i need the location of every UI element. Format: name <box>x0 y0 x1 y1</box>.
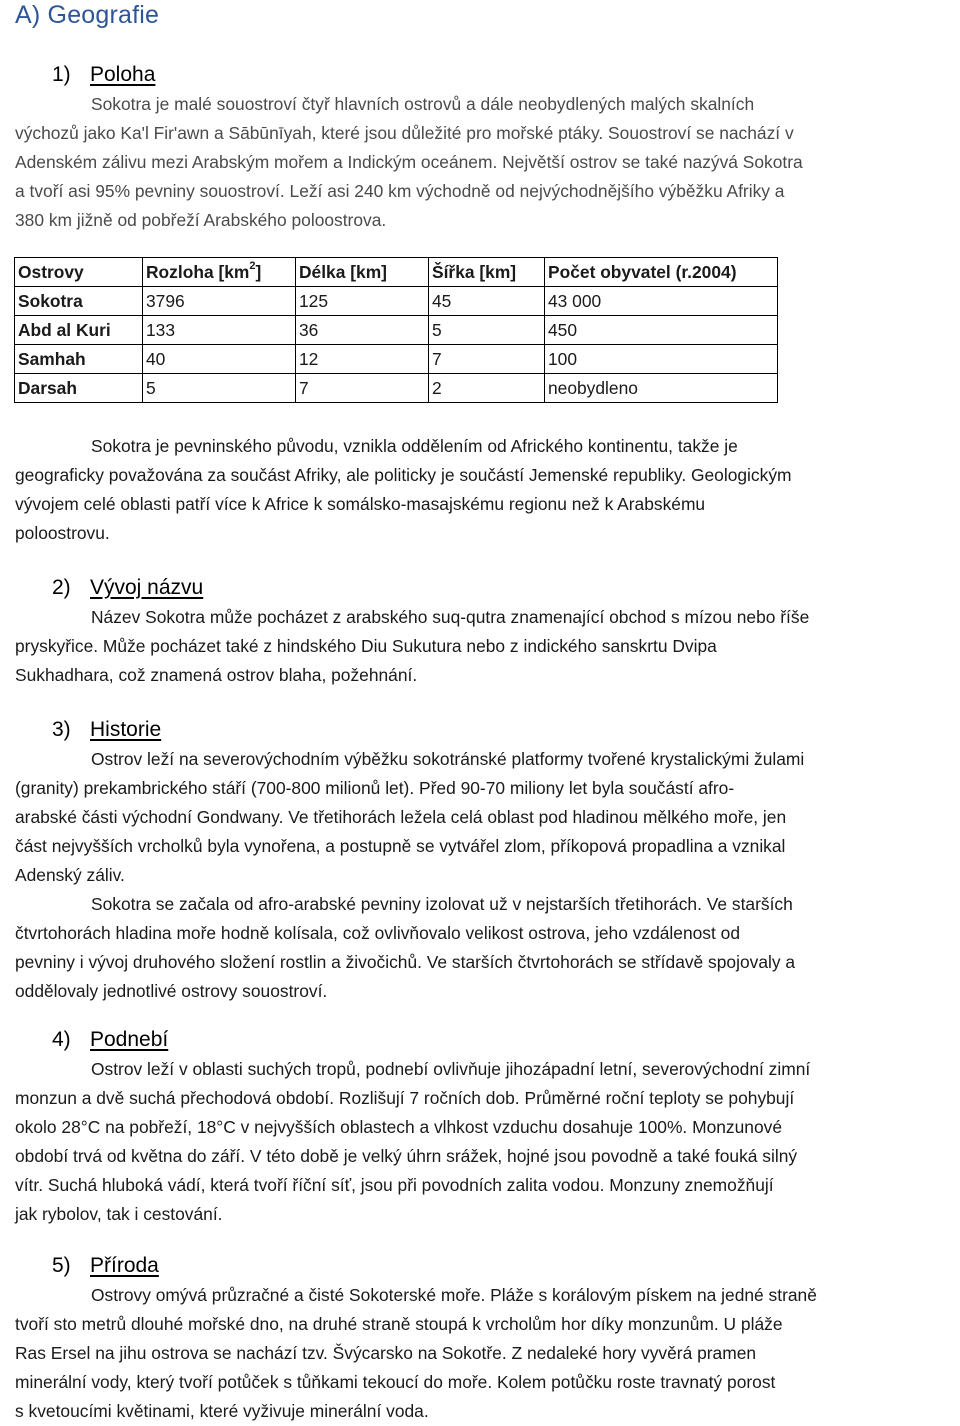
paragraph-poloha-after-table <box>15 432 957 548</box>
section-label: Poloha <box>90 63 156 86</box>
section-heading-podnebi <box>52 1027 168 1053</box>
table-header-row <box>15 258 778 287</box>
header-rozloha-close: ] <box>255 262 262 282</box>
cell-length: 7 <box>296 374 429 403</box>
text-line: Ostrov leží v oblasti suchých tropů, podnebí ovlivňuje jihozápadní letní, severovýchodní zimní <box>91 1059 811 1079</box>
text-line: minerální vody, který tvoří potůček s tůňkami tekoucí do moře. Kolem potůčku roste travnatý porost <box>15 1372 776 1392</box>
paragraph-podnebi <box>15 1055 957 1229</box>
text-line: s kvetoucími květinami, které vyživuje minerální voda. <box>15 1401 429 1421</box>
header-rozloha-text: Rozloha [km <box>146 262 250 282</box>
text-line: Sokotra je malé souostroví čtyř hlavních ostrovů a dále neobydlených malých skalních <box>91 94 755 114</box>
text-line: jak rybolov, tak i cestování. <box>15 1204 223 1224</box>
text-line: Název Sokotra může pocházet z arabského suq-qutra znamenající obchod s mízou nebo říše <box>91 607 810 627</box>
islands-table <box>14 257 778 403</box>
text-line: Sukhadhara, což znamená ostrov blaha, požehnání. <box>15 665 418 685</box>
section-label: Příroda <box>90 1254 159 1277</box>
header-rozloha <box>143 258 296 287</box>
text-line: Adenský záliv. <box>15 865 125 885</box>
cell-island: Darsah <box>15 374 143 403</box>
table-row <box>15 316 778 345</box>
section-number: 1) <box>52 63 71 86</box>
text-line: a tvoří asi 95% pevniny souostroví. Leží asi 240 km východně od nejvýchodnějšího výběžku Afriky a <box>15 181 785 201</box>
section-number: 2) <box>52 576 71 599</box>
text-line: pevniny i vývoj druhového složení rostlin a živočichů. Ve starších čtvrtohorách se střídavě spojovaly a <box>15 952 796 972</box>
section-label: Vývoj názvu <box>90 576 204 599</box>
cell-population: 450 <box>545 316 778 345</box>
cell-population: neobydleno <box>545 374 778 403</box>
cell-width: 2 <box>429 374 545 403</box>
section-label: Podnebí <box>90 1028 169 1051</box>
text-line: Sokotra se začala od afro-arabské pevniny izolovat už v nejstarších třetihorách. Ve starších <box>91 894 793 914</box>
cell-area: 40 <box>143 345 296 374</box>
cell-population: 43 000 <box>545 287 778 316</box>
text-line: Ostrovy omývá průzračné a čisté Sokoterské moře. Pláže s korálovým pískem na jedné straně <box>91 1285 817 1305</box>
section-number: 3) <box>52 718 71 741</box>
text-line: oddělovaly jednotlivé ostrovy souostroví. <box>15 981 328 1001</box>
text-line: tvoří sto metrů dlouhé mořské dno, na druhé straně stoupá k vrcholům hor díky monzunům. U pláže <box>15 1314 783 1334</box>
text-line: okolo 28°C na pobřeží, 18°C v nejvyšších oblastech a vlhkost vzduchu dosahuje 100%. Monzunové <box>15 1117 782 1137</box>
section-number: 4) <box>52 1028 71 1051</box>
document-title: A) Geografie <box>15 1 160 29</box>
text-line: vývojem celé oblasti patří více k Africe k somálsko-masajskému regionu než k Arabskému <box>15 494 706 514</box>
text-line: pryskyřice. Může pocházet také z hindského Diu Sukutura nebo z indického sanskrtu Dvipa <box>15 636 717 656</box>
header-ostrovy: Ostrovy <box>15 258 143 287</box>
cell-length: 125 <box>296 287 429 316</box>
cell-area: 133 <box>143 316 296 345</box>
section-heading-priroda <box>52 1253 159 1279</box>
cell-length: 36 <box>296 316 429 345</box>
text-line: čtvrtohorách hladina moře hodně kolísala, což ovlivňovalo velikost ostrova, jeho vzdálenost od <box>15 923 741 943</box>
paragraph-poloha <box>15 90 957 235</box>
cell-width: 45 <box>429 287 545 316</box>
cell-area: 3796 <box>143 287 296 316</box>
cell-island: Abd al Kuri <box>15 316 143 345</box>
text-line: Ostrov leží na severovýchodním výběžku sokotránské platformy tvořené krystalickými žulami <box>91 749 805 769</box>
table-row <box>15 374 778 403</box>
text-line: Sokotra je pevninského původu, vznikla oddělením od Afrického kontinentu, takže je <box>91 436 738 456</box>
cell-area: 5 <box>143 374 296 403</box>
paragraph-vyvoj-nazvu <box>15 603 957 690</box>
cell-population: 100 <box>545 345 778 374</box>
text-line: monzun a dvě suchá přechodová období. Rozlišují 7 ročních dob. Průměrné roční teploty se pohybují <box>15 1088 795 1108</box>
text-line: (granity) prekambrického stáří (700-800 milionů let). Před 90-70 miliony let byla součástí afro- <box>15 778 735 798</box>
text-line: vítr. Suchá hluboká vádí, která tvoří říční síť, jsou při povodních zalita vodou. Monzuny znemožňují <box>15 1175 774 1195</box>
header-delka: Délka [km] <box>296 258 429 287</box>
section-heading-historie <box>52 717 161 743</box>
section-number: 5) <box>52 1254 71 1277</box>
text-line: 380 km jižně od pobřeží Arabského poloostrova. <box>15 210 387 230</box>
text-line: arabské části východní Gondwany. Ve třetihorách ležela celá oblast pod hladinou mělkého moře, jen <box>15 807 787 827</box>
paragraph-priroda <box>15 1281 957 1426</box>
cell-length: 12 <box>296 345 429 374</box>
cell-island: Sokotra <box>15 287 143 316</box>
cell-island: Samhah <box>15 345 143 374</box>
table-row <box>15 287 778 316</box>
section-heading-poloha <box>52 62 155 88</box>
text-line: Adenském zálivu mezi Arabským mořem a Indickým oceánem. Největší ostrov se také nazývá Sokotra <box>15 152 803 172</box>
text-line: geograficky považována za součást Afriky, ale politicky je součástí Jemenské republiky. Geologickým <box>15 465 792 485</box>
text-line: období trvá od května do září. V této době je velký úhrn srážek, hojné jsou povodně a také fouká silný <box>15 1146 798 1166</box>
header-sirka: Šířka [km] <box>429 258 545 287</box>
text-line: poloostrovu. <box>15 523 110 543</box>
section-label: Historie <box>90 718 162 741</box>
paragraph-historie <box>15 745 957 1006</box>
cell-width: 7 <box>429 345 545 374</box>
header-rozloha-superscript: 2 <box>249 260 256 273</box>
text-line: výchozů jako Ka'l Fir'awn a Sābūnīyah, které jsou důležité pro mořské ptáky. Souostroví se nachází v <box>15 123 794 143</box>
header-pocet: Počet obyvatel (r.2004) <box>545 258 778 287</box>
cell-width: 5 <box>429 316 545 345</box>
table-row <box>15 345 778 374</box>
text-line: Ras Ersel na jihu ostrova se nachází tzv. Švýcarsko na Sokotře. Z nedaleké hory vyvěrá pramen <box>15 1343 757 1363</box>
text-line: část nejvyšších vrcholků byla vynořena, a postupně se vytvářel zlom, příkopová propadlina a vznikal <box>15 836 786 856</box>
section-heading-vyvoj-nazvu <box>52 575 203 601</box>
